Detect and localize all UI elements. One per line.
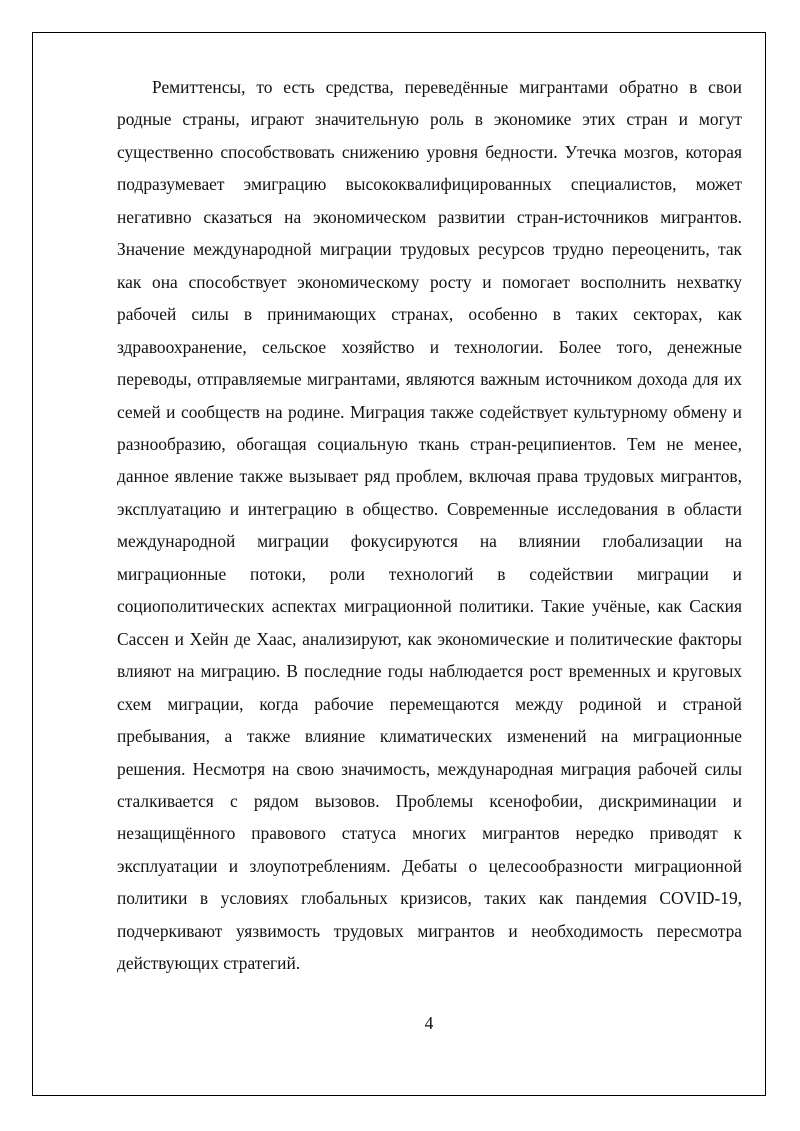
page-number: 4 <box>424 1013 434 1033</box>
body-paragraph: Ремиттенсы, то есть средства, переведённые мигрантами обратно в свои родные страны, играют значительную роль в экономике этих стран и могут существенно способствовать снижению уровня бедности. Утечка мозгов, которая подразумевает эмиграцию высококвалифицированных специалистов, может негативно сказаться на экономическом развитии стран-источников мигрантов. Значение международной миграции трудовых ресурсов трудно переоценить, так как она способствует экономическому росту и помогает восполнить нехватку рабочей силы в принимающих странах, особенно в таких секторах, как здравоохранение, сельское хозяйство и технологии. Более того, денежные переводы, отправляемые мигрантами, являются важным источником дохода для их семей и сообществ на родине. Миграция также содействует культурному обмену и разнообразию, обогащая социальную ткань стран-реципиентов. Тем не менее, данное явление также вызывает ряд проблем, включая права трудовых мигрантов, эксплуатацию и интеграцию в общество. Современные исследования в области международной миграции фокусируются на влиянии глобализации на миграционные потоки, роли технологий в содействии миграции и социополитических аспектах миграционной политики. Такие учёные, как Саския Сассен и Хейн де Хаас, анализируют, как экономические и политические факторы влияют на миграцию. В последние годы наблюдается рост временных и круговых схем миграции, когда рабочие перемещаются между родиной и страной пребывания, а также влияние климатических изменений на миграционные решения. Несмотря на свою значимость, международная миграция рабочей силы сталкивается с рядом вызовов. Проблемы ксенофобии, дискриминации и незащищённого правового статуса многих мигрантов нередко приводят к эксплуатации и злоупотреблениям. Дебаты о целесообразности миграционной политики в условиях глобальных кризисов, таких как пандемия COVID-19, подчеркивают уязвимость трудовых мигрантов и необходимость пересмотра действующих стратегий. <box>117 77 742 974</box>
